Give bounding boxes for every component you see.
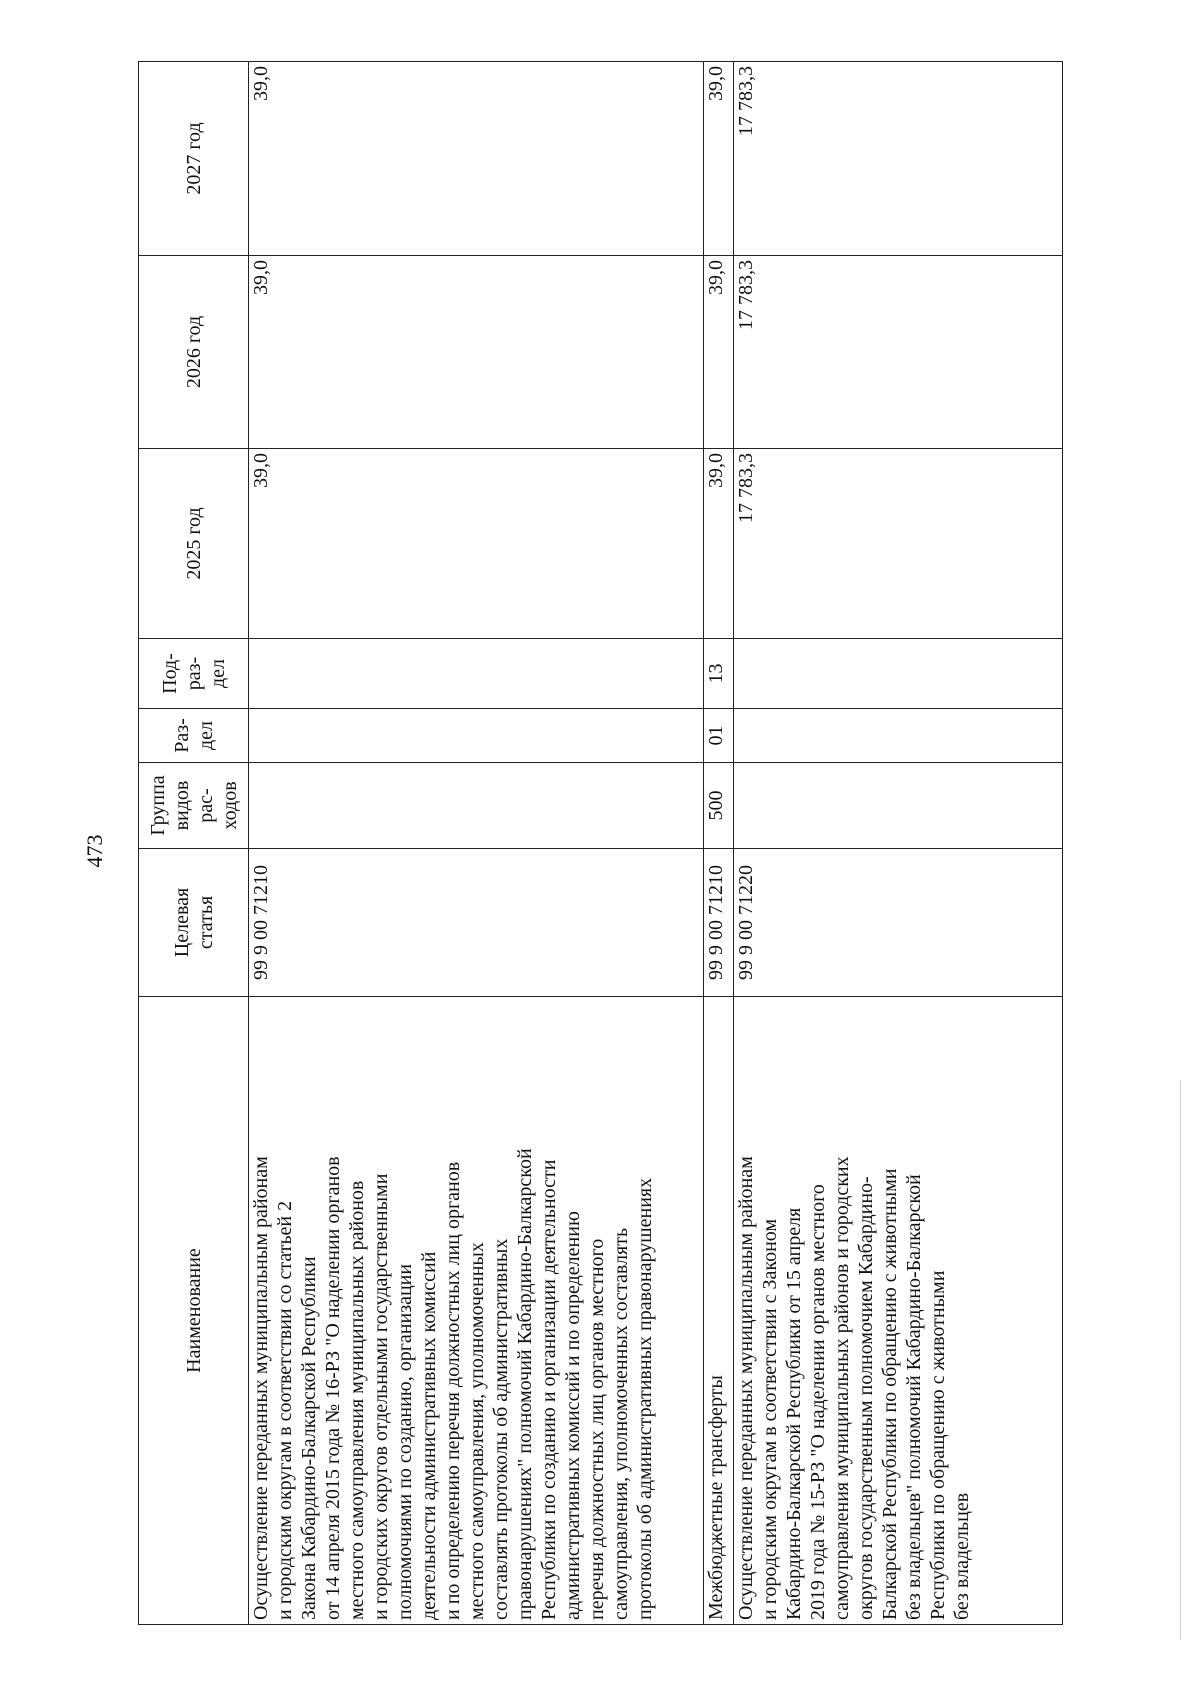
row-value-2027: 17 783,3 (734, 62, 1063, 256)
row-value-2025: 39,0 (704, 449, 734, 639)
row-value-2026: 39,0 (704, 256, 734, 449)
row-expense-group (249, 763, 704, 849)
row-section: 01 (704, 709, 734, 763)
row-subsection: 13 (704, 639, 734, 709)
header-section: Раз- дел (139, 709, 249, 763)
budget-table (138, 61, 1063, 1625)
table-row (734, 62, 1063, 1625)
header-name: Наименование (139, 997, 249, 1625)
row-expense-group: 500 (704, 763, 734, 849)
row-value-2027: 39,0 (704, 62, 734, 256)
row-name: Межбюджетные трансферты (704, 997, 734, 1625)
row-value-2025: 39,0 (249, 449, 704, 639)
row-name: Осуществление переданных муниципальным районам и городским округам в соответствии со статьей 2 Закона Кабардино-Балкарской Республики от 14 апреля 2015 года № 16-РЗ "О наделении органов местного самоуправления муниципальных районов и городских округов отдельными государственными полномочиями по созданию, организации деятельности административных комиссий и по определению перечня должностных лиц органов местного самоуправления, уполномоченных составлять протоколы об административных правонарушениях" полномочий Кабардино-Балкарской Республики по созданию и организации деятельности административных комиссий и по определению перечня должностных лиц органов местного самоуправления, уполномоченных составлять протоколы об административных правонарушениях (249, 997, 704, 1625)
row-value-2027: 39,0 (249, 62, 704, 256)
table-row (704, 62, 734, 1625)
row-expense-group (734, 763, 1063, 849)
row-value-2026: 17 783,3 (734, 256, 1063, 449)
rotated-table-container (138, 62, 1063, 1625)
table-header-row (139, 62, 249, 1625)
row-subsection (734, 639, 1063, 709)
table-row (249, 62, 704, 1625)
header-year-2026: 2026 год (139, 256, 249, 449)
header-year-2027: 2027 год (139, 62, 249, 256)
row-section (249, 709, 704, 763)
row-target-article: 99 9 00 71220 (734, 849, 1063, 997)
header-expense-group: Группа видов рас- ходов (139, 763, 249, 849)
row-target-article: 99 9 00 71210 (249, 849, 704, 997)
header-year-2025: 2025 год (139, 449, 249, 639)
row-value-2025: 17 783,3 (734, 449, 1063, 639)
scan-artifact-line (1180, 1080, 1181, 1640)
header-target-article: Целевая статья (139, 849, 249, 997)
row-target-article: 99 9 00 71210 (704, 849, 734, 997)
header-subsection: Под- раз- дел (139, 639, 249, 709)
row-value-2026: 39,0 (249, 256, 704, 449)
row-subsection (249, 639, 704, 709)
row-name: Осуществление переданных муниципальным районам и городским округам в соответствии с Законом Кабардино-Балкарской Республики от 15 апреля 2019 года № 15-РЗ "О наделении органов местного самоуправления муниципальных районов и городских округов государственным полномочием Кабардино- Балкарской Республики по обращению с животными без владельцев" полномочий Кабардино-Балкарской Республики по обращению с животными без владельцев (734, 997, 1063, 1625)
row-section (734, 709, 1063, 763)
page-number: 473 (82, 834, 107, 868)
